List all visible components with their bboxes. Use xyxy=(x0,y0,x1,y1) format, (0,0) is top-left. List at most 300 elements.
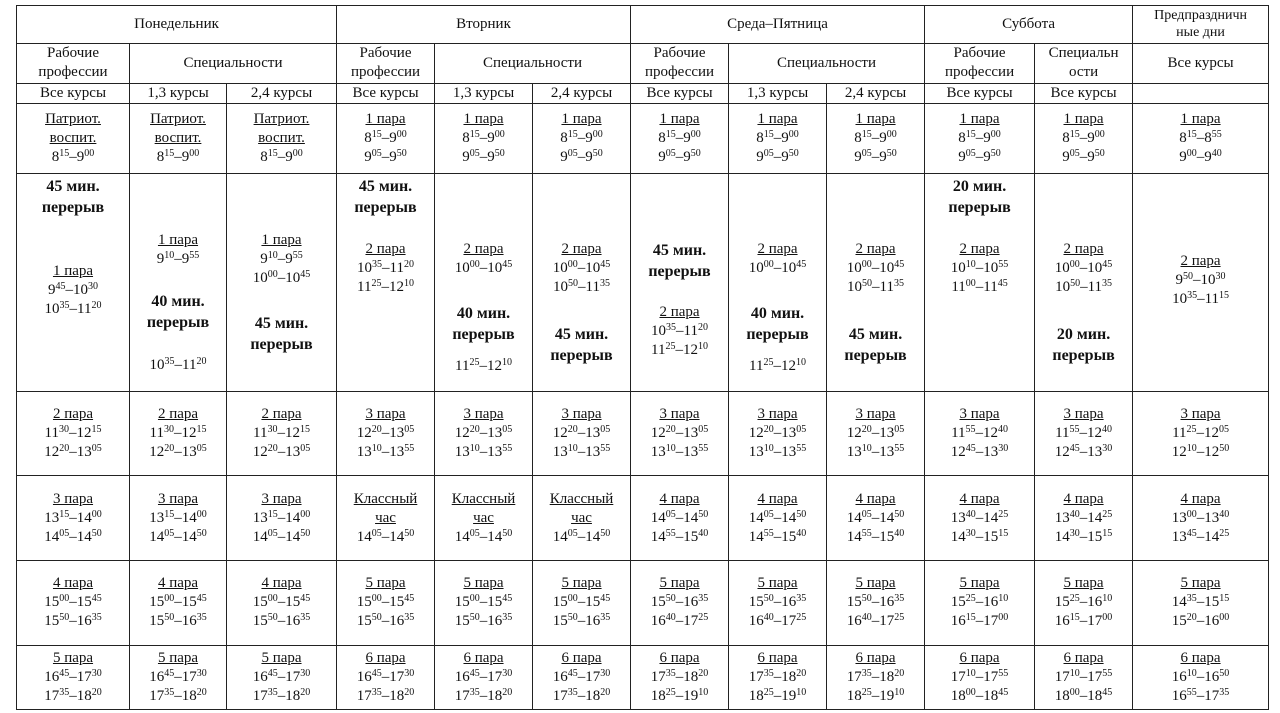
cell-label: 5 пара xyxy=(261,649,302,666)
schedule-cell xyxy=(227,560,337,645)
course-header: Все курсы xyxy=(337,83,435,103)
cell-label: Патриот. xyxy=(150,111,206,128)
cell-label: Классный xyxy=(353,490,418,507)
time-range: $9^{05}-9^{50}$ xyxy=(1062,148,1105,166)
time-range: $16^{45}-17^{30}$ xyxy=(252,667,311,685)
time-range: $12^{20}-13^{05}$ xyxy=(44,442,102,460)
schedule-cell xyxy=(631,103,729,173)
cell-label: 6 пара xyxy=(561,649,602,666)
cell-label: 1 пара xyxy=(659,111,700,128)
schedule-cell xyxy=(827,476,925,561)
time-range: $10^{35}-11^{20}$ xyxy=(651,322,708,340)
time-range: $14^{55}-15^{40}$ xyxy=(748,527,807,545)
time-range: $15^{00}-15^{45}$ xyxy=(454,593,513,611)
time-range: $14^{05}-14^{50}$ xyxy=(650,508,709,526)
schedule-cell xyxy=(1133,560,1269,645)
cell-label: Специальн xyxy=(1048,45,1119,62)
cell-label: 4 пара xyxy=(1063,490,1104,507)
schedule-cell xyxy=(337,391,435,476)
cell-label: 45 мин. xyxy=(652,242,707,260)
time-range: $16^{15}-17^{00}$ xyxy=(1054,612,1113,630)
cell-label: 1 пара xyxy=(463,111,504,128)
schedule-cell xyxy=(227,476,337,561)
time-range: $17^{35}-18^{20}$ xyxy=(149,686,207,704)
time-range: $17^{35}-18^{20}$ xyxy=(454,686,513,704)
cell-label: 45 мин. xyxy=(554,326,609,344)
cell-label: 6 пара xyxy=(365,649,406,666)
time-range: $15^{50}-16^{35}$ xyxy=(846,593,905,611)
time-range: $10^{00}-10^{45}$ xyxy=(846,259,905,277)
workers-header xyxy=(17,43,130,83)
schedule-cell xyxy=(729,645,827,709)
cell-label: перерыв xyxy=(354,199,417,217)
time-range: $9^{05}-9^{50}$ xyxy=(958,148,1001,166)
cell-label: 5 пара xyxy=(855,575,896,592)
cell-label: 1 пара xyxy=(261,232,302,249)
cell-label: 6 пара xyxy=(757,649,798,666)
cell-label: 1 пара xyxy=(561,111,602,128)
time-range: $17^{35}-18^{20}$ xyxy=(252,686,311,704)
time-range: $8^{15}-9^{00}$ xyxy=(364,129,407,147)
cell-label: 6 пара xyxy=(659,649,700,666)
cell-label: 3 пара xyxy=(561,405,602,422)
cell-label: 3 пара xyxy=(1063,405,1104,422)
time-range: $10^{50}-11^{35}$ xyxy=(553,278,610,296)
cell-label: 45 мин. xyxy=(358,178,413,196)
time-range: $14^{05}-14^{50}$ xyxy=(149,527,207,545)
time-range: $10^{50}-11^{35}$ xyxy=(1055,278,1113,296)
time-range: $14^{55}-15^{40}$ xyxy=(846,527,905,545)
time-range: $14^{05}-14^{50}$ xyxy=(552,527,611,545)
day-header-tuesday: Вторник xyxy=(337,6,631,44)
cell-label: 1 пара xyxy=(52,263,94,280)
cell-label: 1 пара xyxy=(1180,111,1221,128)
specialties-header: Специальности xyxy=(130,43,337,83)
cell-label: 5 пара xyxy=(757,575,798,592)
time-range: $18^{00}-18^{45}$ xyxy=(950,686,1009,704)
time-range: $9^{05}-9^{50}$ xyxy=(560,148,603,166)
schedule-cell xyxy=(227,645,337,709)
cell-label: 3 пара xyxy=(365,405,406,422)
cell-label: 6 пара xyxy=(855,649,896,666)
time-range: $9^{05}-9^{50}$ xyxy=(756,148,799,166)
time-range: $13^{10}-13^{55}$ xyxy=(552,442,611,460)
cell-label: 6 пара xyxy=(1063,649,1104,666)
schedule-cell xyxy=(1133,645,1269,709)
time-range: $16^{55}-17^{35}$ xyxy=(1171,686,1230,704)
time-range: $16^{40}-17^{25}$ xyxy=(748,612,807,630)
time-range: $17^{10}-17^{55}$ xyxy=(1054,667,1113,685)
time-range: $15^{00}-15^{45}$ xyxy=(44,593,102,611)
time-range: $10^{00}-10^{45}$ xyxy=(748,259,807,277)
cell-label: 6 пара xyxy=(1180,649,1221,666)
time-range: $11^{55}-12^{40}$ xyxy=(1055,423,1113,441)
time-range: $8^{15}-9^{00}$ xyxy=(560,129,603,147)
time-range: $15^{50}-16^{35}$ xyxy=(149,612,207,630)
cell-label: 2 пара xyxy=(659,304,700,321)
time-range: $16^{45}-17^{30}$ xyxy=(454,667,513,685)
time-range: $14^{05}-14^{50}$ xyxy=(44,527,102,545)
time-range: $18^{25}-19^{10}$ xyxy=(748,686,807,704)
cell-label: 5 пара xyxy=(157,649,199,666)
cell-label: перерыв xyxy=(146,314,210,332)
cell-label: профессии xyxy=(944,64,1015,81)
cell-label: 3 пара xyxy=(157,490,199,507)
schedule-cell xyxy=(631,174,729,391)
time-range: $12^{20}-13^{05}$ xyxy=(454,423,513,441)
time-range: $8^{15}-9^{00}$ xyxy=(854,129,897,147)
cell-label: перерыв xyxy=(250,336,313,354)
all-courses-header: Все курсы xyxy=(1133,43,1269,83)
cell-label: 5 пара xyxy=(365,575,406,592)
schedule-cell xyxy=(337,560,435,645)
specialties-header xyxy=(1035,43,1133,83)
time-range: $15^{50}-16^{35}$ xyxy=(650,593,709,611)
workers-header xyxy=(337,43,435,83)
time-range: $8^{15}-9^{00}$ xyxy=(260,148,303,166)
time-range: $17^{35}-18^{20}$ xyxy=(552,686,611,704)
cell-label: 5 пара xyxy=(1180,575,1221,592)
schedule-cell xyxy=(337,476,435,561)
cell-label: профессии xyxy=(350,64,421,81)
time-range: $12^{10}-12^{50}$ xyxy=(1171,442,1230,460)
time-range: $11^{30}-12^{15}$ xyxy=(253,423,310,441)
course-header: Все курсы xyxy=(17,83,130,103)
workers-header xyxy=(925,43,1035,83)
course-header: Все курсы xyxy=(631,83,729,103)
course-header: 1,3 курсы xyxy=(130,83,227,103)
cell-label: 2 пара xyxy=(1180,253,1221,270)
schedule-cell xyxy=(130,645,227,709)
time-range: $12^{20}-13^{05}$ xyxy=(552,423,611,441)
time-range: $15^{50}-16^{35}$ xyxy=(252,612,311,630)
cell-label: перерыв xyxy=(948,199,1011,217)
cell-label: 40 мин. xyxy=(750,305,805,323)
schedule-cell xyxy=(827,560,925,645)
cell-label: 4 пара xyxy=(1180,490,1221,507)
time-range: $13^{00}-13^{40}$ xyxy=(1171,508,1230,526)
schedule-cell xyxy=(435,476,533,561)
cell-label: перерыв xyxy=(452,326,515,344)
cell-label: Рабочие xyxy=(359,45,412,62)
time-range: $10^{00}-10^{45}$ xyxy=(552,259,611,277)
cell-label: воспит. xyxy=(258,130,305,147)
cell-label: воспит. xyxy=(49,130,97,147)
cell-label: Патриот. xyxy=(253,111,310,128)
cell-label: ости xyxy=(1068,64,1099,81)
schedule-cell xyxy=(1035,645,1133,709)
cell-label: 1 пара xyxy=(365,111,406,128)
time-range: $18^{25}-19^{10}$ xyxy=(650,686,709,704)
cell-label: 5 пара xyxy=(463,575,504,592)
cell-label: час xyxy=(571,509,592,526)
schedule-cell xyxy=(1133,476,1269,561)
schedule-cell xyxy=(435,103,533,173)
time-range: $9^{10}-9^{55}$ xyxy=(260,250,303,268)
cell-label: перерыв xyxy=(746,326,809,344)
time-range: $14^{55}-15^{40}$ xyxy=(650,527,709,545)
cell-label: 5 пара xyxy=(659,575,700,592)
time-range: $9^{05}-9^{50}$ xyxy=(658,148,701,166)
time-range: $9^{00}-9^{40}$ xyxy=(1179,148,1222,166)
time-range: $16^{45}-17^{30}$ xyxy=(44,667,102,685)
time-range: $14^{05}-14^{50}$ xyxy=(356,527,415,545)
schedule-cell xyxy=(729,476,827,561)
time-range: $10^{50}-11^{35}$ xyxy=(847,278,904,296)
cell-label: перерыв xyxy=(844,347,907,365)
time-range: $13^{10}-13^{55}$ xyxy=(454,442,513,460)
time-range: $8^{15}-8^{55}$ xyxy=(1179,129,1222,147)
day-header-monday: Понедельник xyxy=(17,6,337,44)
time-range: $18^{00}-18^{45}$ xyxy=(1054,686,1113,704)
schedule-cell xyxy=(435,645,533,709)
schedule-cell xyxy=(435,174,533,391)
time-range: $12^{45}-13^{30}$ xyxy=(950,442,1009,460)
time-range: $17^{10}-17^{55}$ xyxy=(950,667,1009,685)
schedule-cell xyxy=(17,645,130,709)
cell-label: 1 пара xyxy=(757,111,798,128)
time-range: $14^{30}-15^{15}$ xyxy=(950,527,1009,545)
cell-label: 2 пара xyxy=(157,405,199,422)
cell-label: 4 пара xyxy=(855,490,896,507)
cell-label: перерыв xyxy=(648,263,711,281)
workers-header xyxy=(631,43,729,83)
schedule-cell xyxy=(1035,560,1133,645)
cell-label: 3 пара xyxy=(1180,405,1221,422)
schedule-cell xyxy=(1133,174,1269,391)
cell-label: Классный xyxy=(451,490,516,507)
cell-label: 5 пара xyxy=(52,649,94,666)
schedule-cell xyxy=(337,174,435,391)
time-range: $12^{20}-13^{05}$ xyxy=(650,423,709,441)
cell-label: 2 пара xyxy=(261,405,302,422)
cell-label: 4 пара xyxy=(52,575,94,592)
time-range: $8^{15}-9^{00}$ xyxy=(156,148,200,166)
time-range: $8^{15}-9^{00}$ xyxy=(51,148,95,166)
time-range: $13^{10}-13^{55}$ xyxy=(846,442,905,460)
schedule-cell xyxy=(533,391,631,476)
time-range: $9^{50}-10^{30}$ xyxy=(1175,271,1226,289)
schedule-cell xyxy=(337,645,435,709)
schedule-cell xyxy=(130,103,227,173)
time-range: $14^{05}-14^{50}$ xyxy=(252,527,311,545)
time-range: $16^{10}-16^{50}$ xyxy=(1171,667,1230,685)
course-header: Все курсы xyxy=(1035,83,1133,103)
schedule-cell xyxy=(337,103,435,173)
time-range: $17^{35}-18^{20}$ xyxy=(44,686,102,704)
cell-label: 3 пара xyxy=(463,405,504,422)
cell-label: 45 мин. xyxy=(46,178,100,196)
schedule-cell xyxy=(925,391,1035,476)
time-range: $8^{15}-9^{00}$ xyxy=(462,129,505,147)
schedule-cell xyxy=(227,391,337,476)
schedule-cell xyxy=(827,103,925,173)
cell-label: 4 пара xyxy=(959,490,1000,507)
time-range: $13^{10}-13^{55}$ xyxy=(748,442,807,460)
cell-label: профессии xyxy=(38,64,108,81)
cell-label: 4 пара xyxy=(659,490,700,507)
cell-label: 1 пара xyxy=(1063,111,1104,128)
schedule-cell xyxy=(533,103,631,173)
cell-label: 4 пара xyxy=(261,575,302,592)
cell-label: 2 пара xyxy=(463,241,504,258)
schedule-cell xyxy=(1035,391,1133,476)
time-range: $10^{35}-11^{15}$ xyxy=(1172,290,1230,308)
time-range: $11^{25}-12^{10}$ xyxy=(455,357,512,375)
time-range: $9^{05}-9^{50}$ xyxy=(854,148,897,166)
time-range: $12^{45}-13^{30}$ xyxy=(1054,442,1113,460)
cell-label: 3 пара xyxy=(959,405,1000,422)
schedule-cell xyxy=(729,103,827,173)
cell-label: 20 мин. xyxy=(952,178,1007,196)
cell-label: Классный xyxy=(549,490,614,507)
schedule-cell xyxy=(925,476,1035,561)
cell-label: 2 пара xyxy=(1063,241,1104,258)
time-range: $13^{40}-14^{25}$ xyxy=(1054,508,1113,526)
time-range: $9^{05}-9^{50}$ xyxy=(462,148,505,166)
time-range: $15^{50}-16^{35}$ xyxy=(748,593,807,611)
course-header: 1,3 курсы xyxy=(435,83,533,103)
time-range: $8^{15}-9^{00}$ xyxy=(756,129,799,147)
schedule-cell xyxy=(17,476,130,561)
schedule-cell xyxy=(827,391,925,476)
cell-label: Рабочие xyxy=(953,45,1006,62)
time-range: $13^{45}-14^{25}$ xyxy=(1171,527,1230,545)
time-range: $13^{40}-14^{25}$ xyxy=(950,508,1009,526)
schedule-cell xyxy=(1035,476,1133,561)
time-range: $10^{35}-11^{20}$ xyxy=(357,259,414,277)
cell-label: 20 мин. xyxy=(1056,326,1111,344)
cell-label: 5 пара xyxy=(959,575,1000,592)
time-range: $16^{40}-17^{25}$ xyxy=(846,612,905,630)
course-header: 1,3 курсы xyxy=(729,83,827,103)
schedule-cell xyxy=(729,560,827,645)
time-range: $10^{00}-10^{45}$ xyxy=(252,269,311,287)
time-range: $11^{30}-12^{15}$ xyxy=(149,423,207,441)
time-range: $14^{35}-15^{15}$ xyxy=(1171,593,1230,611)
cell-label: 1 пара xyxy=(855,111,896,128)
cell-label: 40 мин. xyxy=(456,305,511,323)
schedule-cell xyxy=(130,174,227,391)
schedule-cell xyxy=(827,174,925,391)
specialties-header: Специальности xyxy=(435,43,631,83)
time-range: $15^{25}-16^{10}$ xyxy=(950,593,1009,611)
time-range: $13^{15}-14^{00}$ xyxy=(149,508,207,526)
course-header: 2,4 курсы xyxy=(827,83,925,103)
schedule-cell xyxy=(827,645,925,709)
time-range: $16^{45}-17^{30}$ xyxy=(356,667,415,685)
schedule-cell xyxy=(130,476,227,561)
time-range: $9^{05}-9^{50}$ xyxy=(364,148,407,166)
time-range: $10^{00}-10^{45}$ xyxy=(454,259,513,277)
schedule-cell xyxy=(925,645,1035,709)
schedule-cell xyxy=(1133,103,1269,173)
time-range: $11^{25}-12^{05}$ xyxy=(1172,423,1230,441)
schedule-cell xyxy=(17,391,130,476)
course-header xyxy=(1133,83,1269,103)
time-range: $12^{20}-13^{05}$ xyxy=(252,442,311,460)
schedule-cell xyxy=(1035,103,1133,173)
schedule-cell xyxy=(227,103,337,173)
schedule-cell xyxy=(17,174,130,391)
time-range: $14^{05}-14^{50}$ xyxy=(748,508,807,526)
time-range: $9^{45}-10^{30}$ xyxy=(48,281,98,299)
cell-label: 6 пара xyxy=(463,649,504,666)
course-header: 2,4 курсы xyxy=(227,83,337,103)
cell-label: 2 пара xyxy=(855,241,896,258)
schedule-table xyxy=(16,5,1269,710)
time-range: $17^{35}-18^{20}$ xyxy=(650,667,709,685)
course-header: Все курсы xyxy=(925,83,1035,103)
cell-label: 3 пара xyxy=(52,490,94,507)
cell-label: 2 пара xyxy=(52,405,94,422)
schedule-cell xyxy=(227,174,337,391)
time-range: $8^{15}-9^{00}$ xyxy=(658,129,701,147)
schedule-cell xyxy=(631,560,729,645)
time-range: $14^{05}-14^{50}$ xyxy=(454,527,513,545)
cell-label: Рабочие xyxy=(653,45,706,62)
cell-label: 5 пара xyxy=(1063,575,1104,592)
day-header-saturday: Суббота xyxy=(925,6,1133,44)
holiday-label-line2: ные дни xyxy=(1176,25,1225,41)
cell-label: 3 пара xyxy=(855,405,896,422)
schedule-cell xyxy=(17,103,130,173)
time-range: $12^{20}-13^{05}$ xyxy=(846,423,905,441)
cell-label: перерыв xyxy=(1052,347,1115,365)
time-range: $10^{00}-10^{45}$ xyxy=(1054,259,1113,277)
course-header: 2,4 курсы xyxy=(533,83,631,103)
time-range: $13^{10}-13^{55}$ xyxy=(356,442,415,460)
time-range: $8^{15}-9^{00}$ xyxy=(1062,129,1105,147)
cell-label: 2 пара xyxy=(757,241,798,258)
schedule-cell xyxy=(533,560,631,645)
time-range: $11^{25}-12^{10}$ xyxy=(651,341,708,359)
time-range: $15^{50}-16^{35}$ xyxy=(356,612,415,630)
cell-label: 2 пара xyxy=(561,241,602,258)
schedule-cell xyxy=(533,476,631,561)
schedule-cell xyxy=(729,391,827,476)
cell-label: 4 пара xyxy=(157,575,199,592)
time-range: $12^{20}-13^{05}$ xyxy=(748,423,807,441)
cell-label: 3 пара xyxy=(659,405,700,422)
cell-label: Рабочие xyxy=(47,45,99,62)
time-range: $15^{50}-16^{35}$ xyxy=(454,612,513,630)
time-range: $16^{45}-17^{30}$ xyxy=(552,667,611,685)
time-range: $16^{40}-17^{25}$ xyxy=(650,612,709,630)
cell-label: 6 пара xyxy=(959,649,1000,666)
cell-label: час xyxy=(473,509,494,526)
time-range: $12^{20}-13^{05}$ xyxy=(149,442,207,460)
schedule-cell xyxy=(130,560,227,645)
time-range: $15^{25}-16^{10}$ xyxy=(1054,593,1113,611)
time-range: $14^{30}-15^{15}$ xyxy=(1054,527,1113,545)
time-range: $8^{15}-9^{00}$ xyxy=(958,129,1001,147)
time-range: $15^{00}-15^{45}$ xyxy=(356,593,415,611)
cell-label: профессии xyxy=(644,64,715,81)
time-range: $9^{10}-9^{55}$ xyxy=(156,250,200,268)
time-range: $17^{35}-18^{20}$ xyxy=(846,667,905,685)
time-range: $11^{25}-12^{10}$ xyxy=(357,278,414,296)
cell-label: 1 пара xyxy=(959,111,1000,128)
schedule-cell xyxy=(17,560,130,645)
schedule-cell xyxy=(925,103,1035,173)
cell-label: 1 пара xyxy=(157,232,199,249)
time-range: $15^{20}-16^{00}$ xyxy=(1171,612,1230,630)
time-range: $15^{50}-16^{35}$ xyxy=(44,612,102,630)
day-header-holiday xyxy=(1133,6,1269,44)
cell-label: перерыв xyxy=(41,199,105,217)
cell-label: 2 пара xyxy=(365,241,406,258)
